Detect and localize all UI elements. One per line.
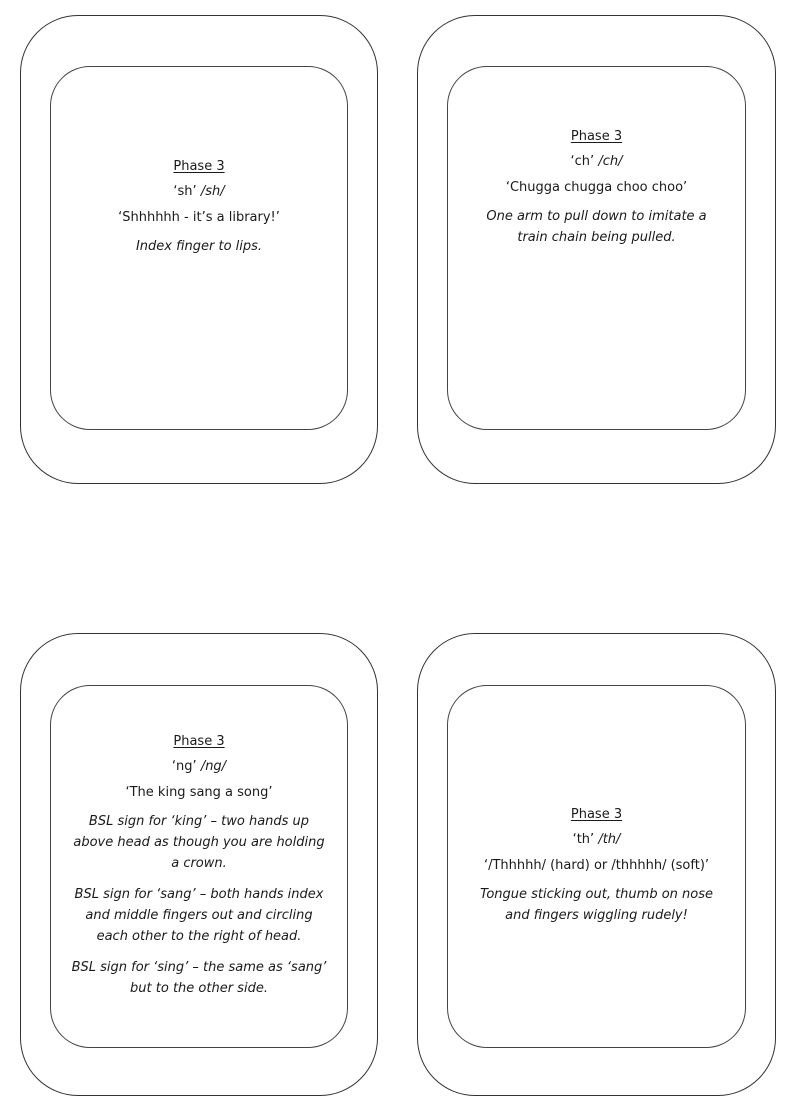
card-phoneme: /sh/ — [200, 184, 225, 199]
phonics-card-ng — [20, 633, 378, 1096]
card-phoneme: /th/ — [598, 832, 621, 847]
card-phase-heading: Phase 3 — [173, 734, 225, 749]
phonics-card-th — [417, 633, 776, 1096]
card-phrase: ‘Shhhhhh - it’s a library!’ — [118, 210, 280, 225]
card-phoneme: /ng/ — [200, 759, 227, 774]
card-action: One arm to pull down to imitate a train chain being pulled. — [486, 208, 707, 245]
card-inner-panel — [447, 685, 746, 1048]
card-phrase: ‘/Thhhhh/ (hard) or /thhhhh/ (soft)’ — [483, 858, 710, 873]
card-phrase: ‘Chugga chugga choo choo’ — [505, 179, 688, 195]
card-action: BSL sign for ‘sing’ – the same as ‘sang’ but to the other side. — [71, 960, 327, 996]
card-action: BSL sign for ‘sang’ – both hands index and middle fingers out and circling each other to the right of head. — [74, 887, 324, 944]
card-grapheme: ‘sh’ — [173, 184, 197, 199]
card-sound — [571, 154, 623, 169]
card-grapheme: ‘th’ — [572, 832, 595, 847]
card-action: Index finger to lips. — [135, 239, 263, 254]
card-phrase: ‘The king sang a song’ — [125, 785, 273, 800]
card-sound — [172, 759, 226, 774]
card-phoneme: /ch/ — [598, 153, 623, 169]
card-action: Tongue sticking out, thumb on nose and fingers wiggling rudely! — [479, 887, 713, 923]
card-inner-panel — [447, 66, 746, 430]
card-grapheme: ‘ch’ — [570, 153, 595, 169]
card-sound — [173, 184, 224, 199]
phonics-card-sh — [20, 15, 378, 484]
card-phase-heading: Phase 3 — [173, 159, 225, 174]
card-phase-heading: Phase 3 — [570, 807, 623, 822]
phonics-card-ch — [417, 15, 776, 484]
card-phase-heading: Phase 3 — [570, 128, 623, 144]
card-grapheme: ‘ng’ — [171, 759, 197, 774]
card-inner-panel — [50, 66, 348, 430]
card-inner-panel — [50, 685, 348, 1048]
card-sound — [573, 832, 621, 847]
card-action: BSL sign for ‘king’ – two hands up above head as though you are holding a crown. — [73, 814, 325, 871]
